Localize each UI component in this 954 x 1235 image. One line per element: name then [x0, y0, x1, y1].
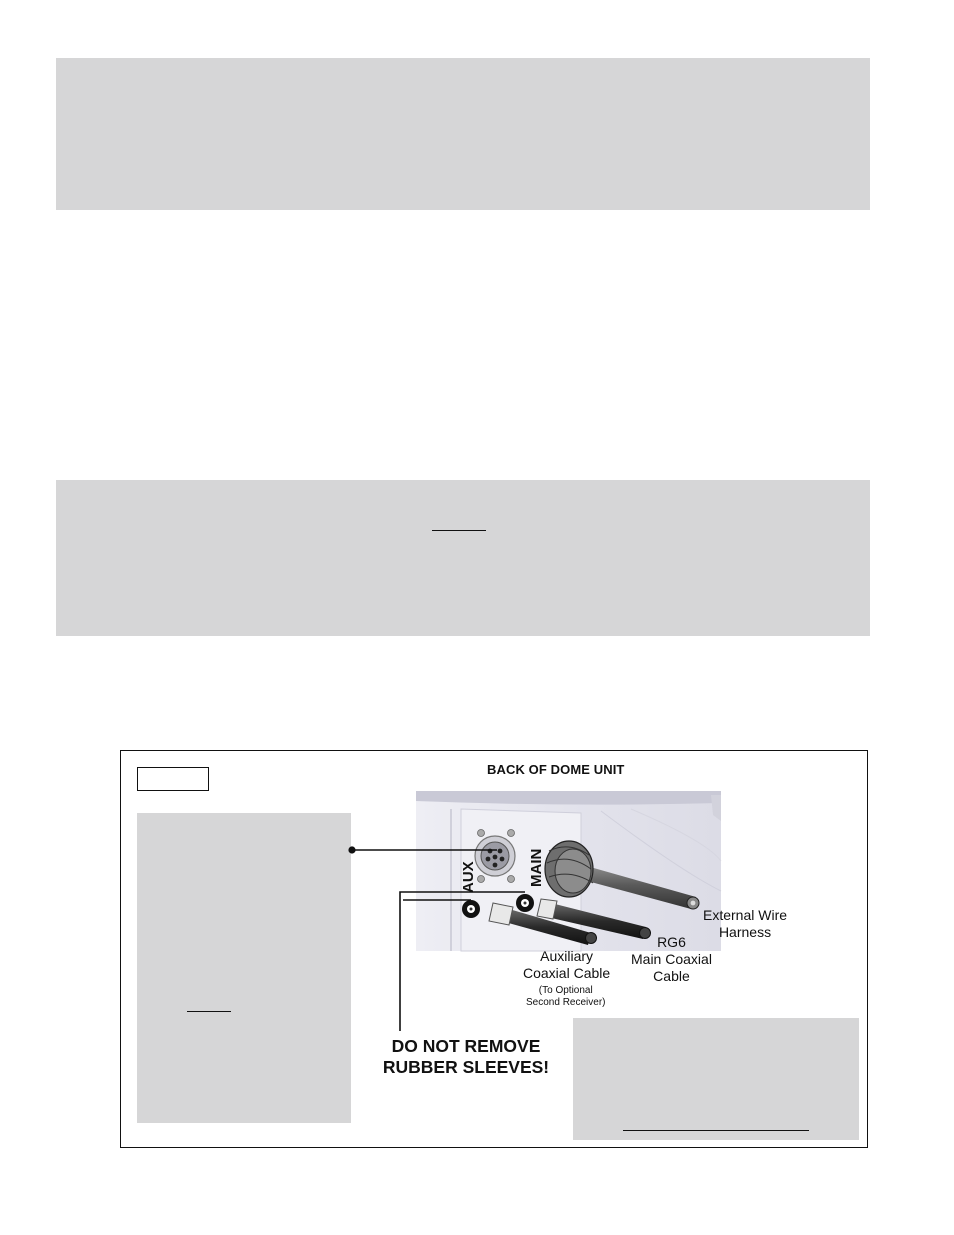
- figure-title: BACK OF DOME UNIT: [487, 762, 625, 777]
- redacted-text-block-middle: [56, 480, 870, 636]
- figure-back-of-dome-unit: [120, 750, 868, 1148]
- aux-port-label: AUX: [460, 861, 477, 893]
- callout-external-wire-harness: External Wire Harness: [703, 907, 788, 940]
- underline-mark: [432, 530, 486, 531]
- callout-rg6-main-coaxial-cable: RG6 Main Coaxial Cable: [631, 934, 712, 984]
- callout-auxiliary-coaxial-cable: Auxiliary Coaxial Cable: [523, 948, 611, 981]
- warning-do-not-remove-sleeves: DO NOT REMOVE RUBBER SLEEVES!: [382, 1036, 550, 1077]
- main-port-label: MAIN: [528, 848, 545, 887]
- redacted-text-block-top: [56, 58, 870, 210]
- dome-unit-illustration: [121, 751, 867, 1147]
- callout-aux-note: (To Optional Second Receiver): [526, 985, 606, 1008]
